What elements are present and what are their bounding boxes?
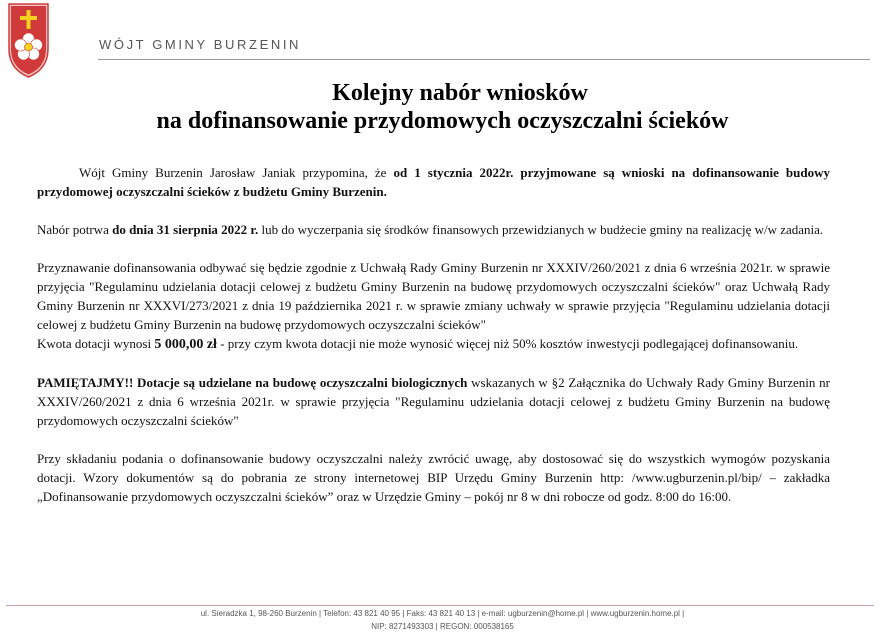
document-title	[0, 79, 885, 135]
footer-contact: ul. Sieradzka 1, 98-260 Burzenin | Telefon: 43 821 40 95 | Faks: 43 821 40 13 | e-mail: ugburzenin@home.pl | www.ugburzenin.home.pl |	[200, 609, 685, 618]
paragraph-amount	[37, 334, 830, 354]
document-title-line1: Kolejny nabór wniosków	[332, 80, 588, 106]
announcement-text: Wójt Gminy Burzenin Jarosław Janiak przypomina, że	[79, 165, 394, 180]
reminder-bold: PAMIĘTAJMY!! Dotacje są udzielane na budowę oczyszczalni biologicznych	[37, 375, 468, 390]
amount-text-a: Kwota dotacji wynosi	[37, 336, 155, 351]
grant-amount: 5 000,00 zł	[154, 337, 217, 352]
paragraph-documents: Przy składaniu podania o dofinansowanie budowy oczyszczalni należy zwrócić uwagę, aby dostosować się do wszystkich wymogów pozyskania dotacji. Wzory dokumentów są do pobrania ze strony internetowej BIP Urzędu Gminy Burzenin http: /www.ugburzenin.pl/bip/ – zakładka „Dofinansowanie przydomowych oczyszczalni ścieków” oraz w Urzędzie Gminy – pokój nr 8 w dni robocze od godz. 8:00 do 16:00.	[37, 451, 830, 504]
coat-of-arms-logo	[8, 3, 49, 78]
deadline-text-c: lub do wyczerpania się środków finansowych przewidzianych w budżecie gminy na realizację w/w zadania.	[258, 222, 824, 237]
document-body	[37, 163, 830, 506]
paragraph-resolution: Przyznawanie dofinansowania odbywać się będzie zgodnie z Uchwałą Rady Gminy Burzenin nr XXXIV/260/2021 z dnia 6 września 2021r. w sprawie przyjęcia "Regulaminu udzielania dotacji celowej z budżetu Gminy Burzenin na budowę przydomowych oczyszczalni ścieków" oraz Uchwałą Rady Gminy Burzenin nr XXXVI/273/2021 z dnia 19 października 2021 r. w sprawie zmiany uchwały w sprawie przyjęcia "Regulaminu udzielania dotacji celowej z budżetu Gminy Burzenin na budowę przydomowych oczyszczalni ścieków"	[37, 260, 830, 332]
document-title-line2: na dofinansowanie przydomowych oczyszczalni ścieków	[156, 108, 729, 134]
paragraph-reminder	[37, 373, 830, 430]
announcement-bold: od 1 stycznia 2022r. przyjmowane są wnioski na dofinansowanie budowy przydomowej oczyszczalni ścieków z budżetu Gminy Burzenin.	[37, 165, 830, 199]
footer-ids: NIP: 8271493303 | REGON: 000538165	[371, 622, 514, 631]
deadline-date: do dnia 31 sierpnia 2022 r.	[112, 222, 259, 237]
amount-text-c: - przy czym kwota dotacji nie może wynosić więcej niż 50% kosztów inwestycji podlegającej dofinansowaniu.	[216, 336, 799, 351]
paragraph-announcement	[37, 163, 830, 201]
deadline-text-a: Nabór potrwa	[37, 222, 113, 237]
header-divider	[98, 59, 870, 60]
footer-divider	[6, 605, 874, 606]
paragraph-deadline	[37, 220, 830, 239]
reminder-text: wskazanych w §2 Załącznika do Uchwały Rady Gminy Burzenin nr XXXIV/260/2021 z dnia 6 września 2021r. w sprawie przyjęcia "Regulaminu udzielania dotacji celowej z budżetu Gminy Burzenin na budowę przydomowych oczyszczalni ścieków"	[37, 375, 830, 428]
header-title: WÓJT GMINY BURZENIN	[99, 37, 302, 52]
